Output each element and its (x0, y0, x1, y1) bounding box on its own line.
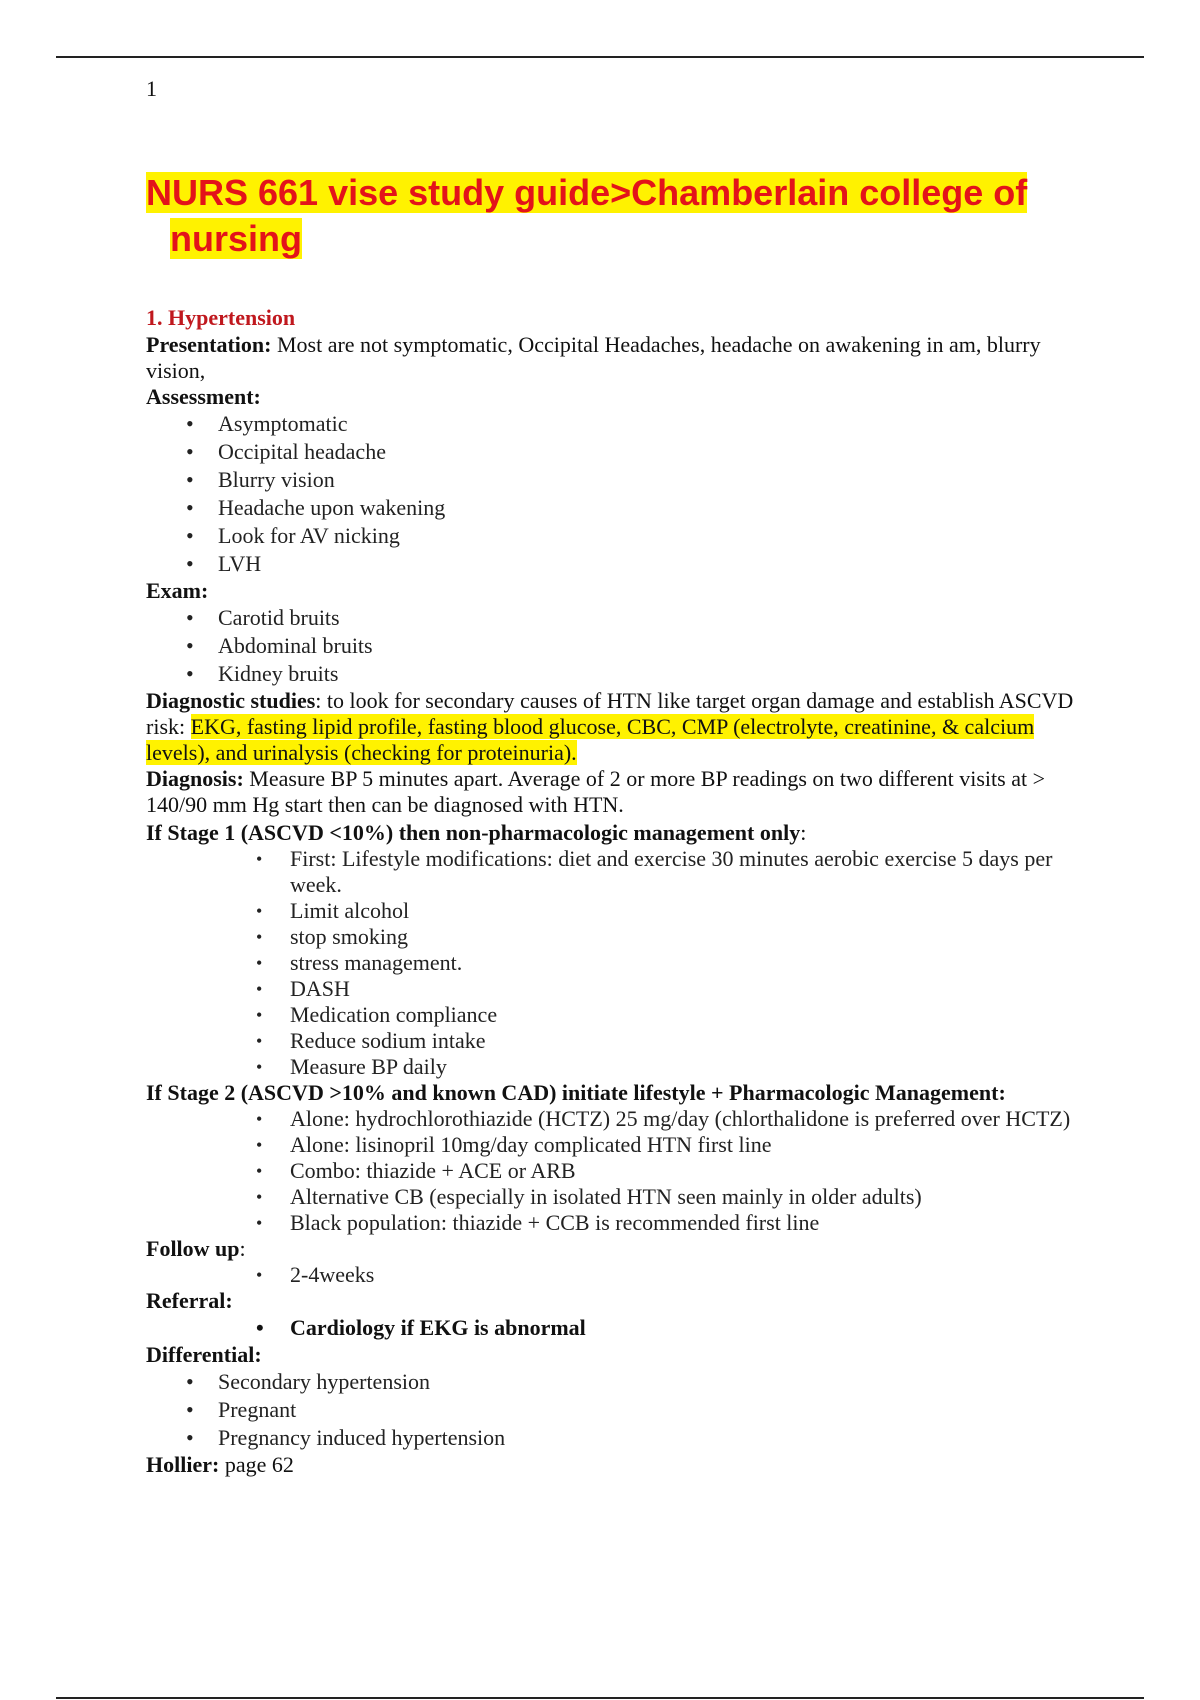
followup-list (146, 1262, 1086, 1288)
list-item: • stop smoking (146, 924, 1086, 950)
list-item: • Secondary hypertension (146, 1368, 1086, 1396)
list-item: • Alone: hydrochlorothiazide (HCTZ) 25 mg/day (chlorthalidone is preferred over HCTZ) (146, 1106, 1086, 1132)
top-rule (56, 56, 1144, 58)
exam-list (146, 604, 1086, 688)
list-item: • Occipital headache (146, 438, 1086, 466)
list-item: • Abdominal bruits (146, 632, 1086, 660)
diagnostic-paragraph (146, 688, 1086, 766)
list-item: • Limit alcohol (146, 898, 1086, 924)
stage2-heading: If Stage 2 (ASCVD >10% and known CAD) initiate lifestyle + Pharmacologic Management: (146, 1080, 1006, 1105)
differential-heading: Differential: (146, 1342, 262, 1367)
title-text: NURS 661 vise study guide>Chamberlain college of nursing (146, 172, 1028, 259)
list-item: • 2-4weeks (146, 1262, 1086, 1288)
list-item: • Kidney bruits (146, 660, 1086, 688)
hollier-label: Hollier: (146, 1452, 220, 1477)
followup-heading: Follow up: (146, 1236, 246, 1261)
section-heading: 1. Hypertension (146, 305, 296, 330)
bottom-rule (56, 1697, 1144, 1699)
list-item: • Pregnant (146, 1396, 1086, 1424)
exam-label: Exam: (146, 578, 209, 603)
stage1-list (146, 846, 1086, 1080)
list-item: • Alternative CB (especially in isolated HTN seen mainly in older adults) (146, 1184, 1086, 1210)
list-item: • Headache upon wakening (146, 494, 1086, 522)
list-item: • Combo: thiazide + ACE or ARB (146, 1158, 1086, 1184)
hollier-paragraph (146, 1452, 1086, 1478)
diagnostic-highlight: EKG, fasting lipid profile, fasting blood glucose, CBC, CMP (electrolyte, creatinine, & calcium levels), and urinalysis (checking for proteinuria). (146, 714, 1035, 765)
referral-heading: Referral: (146, 1288, 233, 1313)
list-item: • Carotid bruits (146, 604, 1086, 632)
presentation-label: Presentation: (146, 332, 272, 357)
list-item: • Measure BP daily (146, 1054, 1086, 1080)
list-item: • stress management. (146, 950, 1086, 976)
stage1-heading: If Stage 1 (ASCVD <10%) then non-pharmacologic management only: (146, 820, 807, 845)
list-item: • Cardiology if EKG is abnormal (146, 1314, 1086, 1342)
list-item: • Blurry vision (146, 466, 1086, 494)
diagnosis-paragraph (146, 766, 1086, 818)
referral-list (146, 1314, 1086, 1342)
diagnostic-text: : to look for secondary causes of HTN like target organ damage and establish ASCVD risk: (146, 688, 1074, 739)
list-item: • Asymptomatic (146, 410, 1086, 438)
stage2-list (146, 1106, 1086, 1236)
presentation-text: Most are not symptomatic, Occipital Headaches, headache on awakening in am, blurry vision, (146, 332, 1041, 383)
list-item: • Black population: thiazide + CCB is recommended first line (146, 1210, 1086, 1236)
list-item: • First: Lifestyle modifications: diet and exercise 30 minutes aerobic exercise 5 days per week. (146, 846, 1086, 898)
list-item: • Look for AV nicking (146, 522, 1086, 550)
assessment-list (146, 410, 1086, 578)
list-item: • DASH (146, 976, 1086, 1002)
hollier-text: page 62 (219, 1452, 294, 1477)
differential-list (146, 1368, 1086, 1452)
page-number: 1 (146, 76, 157, 101)
list-item: • LVH (146, 550, 1086, 578)
document-title (146, 170, 1086, 262)
list-item: • Alone: lisinopril 10mg/day complicated HTN first line (146, 1132, 1086, 1158)
diagnosis-text: Measure BP 5 minutes apart. Average of 2 or more BP readings on two different visits at > 140/90 mm Hg start then can be diagnosed with HTN. (146, 766, 1045, 817)
presentation-paragraph (146, 332, 1086, 384)
diagnosis-label: Diagnosis: (146, 766, 244, 791)
list-item: • Medication compliance (146, 1002, 1086, 1028)
list-item: • Pregnancy induced hypertension (146, 1424, 1086, 1452)
diagnostic-label: Diagnostic studies (146, 688, 316, 713)
document-page (146, 70, 1086, 1478)
list-item: • Reduce sodium intake (146, 1028, 1086, 1054)
assessment-label: Assessment: (146, 384, 261, 409)
